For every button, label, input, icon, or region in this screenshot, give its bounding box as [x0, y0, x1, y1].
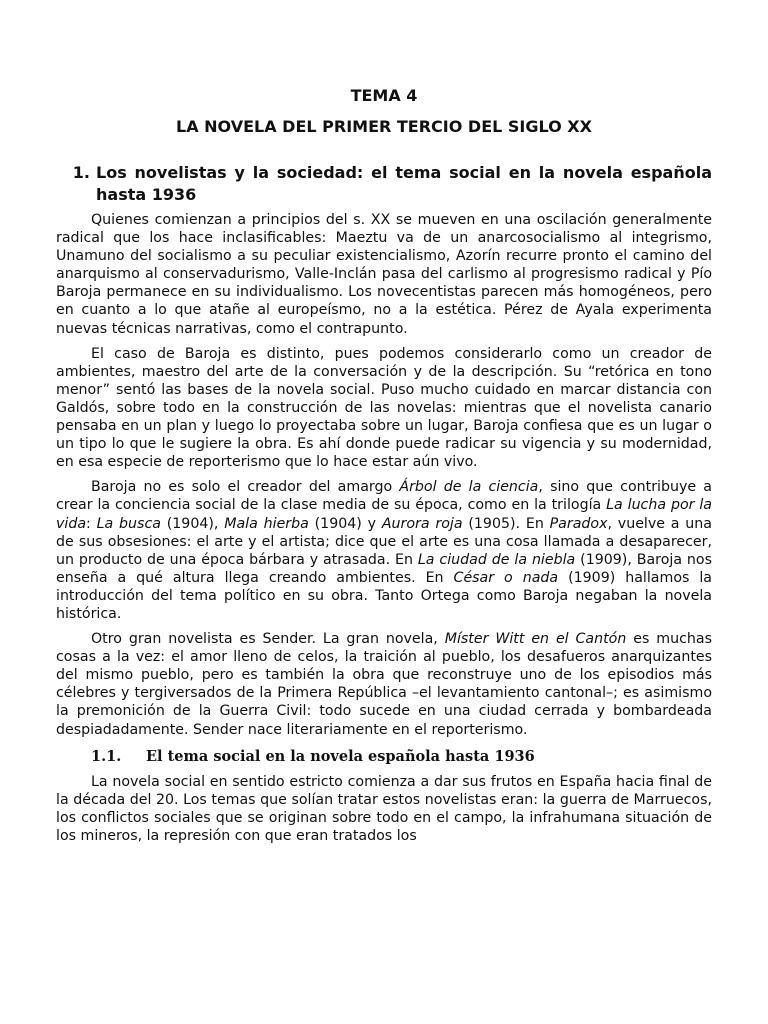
text-run: Otro gran novelista es Sender. La gran novela, [91, 631, 445, 648]
paragraph-2: El caso de Baroja es distinto, pues podemos considerarlo como un creador de ambientes, maestro del arte de la conversación y de la descripción. Su “retórica en tono menor” sentó las bases de la novela social. Puso mucho cuidado en marcar distancia con Galdós, sobre todo en la construcción de las novelas: mientras que el novelista canario pensaba en un plan y luego lo proyectaba sobre un lugar, Baroja confiesa que es un lugar o un tipo lo que le sugiere la obra. Es ahí donde puede radicar su vigencia y su modernidad, en esa especie de reporterismo que lo hace estar aún vivo. [56, 345, 712, 471]
text-run: (1904) y [308, 515, 382, 532]
text-run: Baroja no es solo el creador del amargo [91, 479, 400, 496]
document-title: LA NOVELA DEL PRIMER TERCIO DEL SIGLO XX [176, 117, 592, 136]
book-title: Míster Witt en el Cantón [444, 631, 627, 648]
section-heading [56, 162, 712, 206]
text-run: , vuelve a una de sus obsesiones: el arte y el artista; dice que el arte es una cosa llamada a desaparecer, un producto de una época bárbara y atrasada. En [56, 515, 712, 568]
text-run: (1909), Baroja nos enseña a qué altura llega creando ambientes. En [56, 551, 712, 586]
paragraph-1: Quienes comienzan a principios del s. XX se mueven en una oscilación generalmente radical que los hace inclasificables: Maeztu va de un anarcosocialismo al integrismo, Unamuno del socialismo a su peculiar existencialismo, Azorín recurre pronto el camino del anarquismo al conservadurismo, Valle-Inclán pasa del carlismo al progresismo radical y Pío Baroja permanece en su individualismo. Los novecentistas parecen más homogéneos, pero en cuanto a lo que atañe al europeísmo, no a la estética. Pérez de Ayala experimenta nuevas técnicas narrativas, como el contrapunto. [56, 212, 712, 337]
paragraph-3 [56, 478, 712, 623]
book-title: César o nada [453, 569, 559, 586]
text-run: : [86, 515, 97, 532]
book-title: Aurora roja [381, 515, 463, 532]
subsection-number: 1.1. [91, 747, 122, 765]
section-number: 1. [72, 163, 90, 182]
text-run: es muchas cosas a la vez: el amor lleno de celos, la traición al pueblo, los desafueros anarquizantes del mismo pueblo, pero es también la obra que reconstruye uno de los episodios más célebres y tergiversados de la Primera República –el levantamiento cantonal–; es asimismo la premonición de la Guerra Civil: todo sucede en una ciudad cerrada y bombardeada despiadadamente. Sender nace literariamente en el reporterismo. [56, 631, 712, 738]
book-title: Mala hierba [224, 515, 309, 532]
subsection-heading [56, 747, 712, 767]
text-run: (1905). En [462, 515, 550, 532]
tema-label: TEMA 4 [350, 86, 418, 105]
document-page [56, 84, 712, 852]
text-run: , sino que contribuye a crear la conciencia social de la clase media de su época, como en la trilogía [56, 479, 712, 514]
book-title: La lucha por la vida [56, 497, 712, 532]
text-run: (1904), [160, 515, 225, 532]
book-title: La ciudad de la niebla [417, 551, 576, 568]
text-run: (1909) hallamos la introducción del tema político en su obra. Tanto Ortega como Baroja negaban la novela histórica. [56, 569, 713, 622]
subsection-title: El tema social en la novela española hasta 1936 [146, 747, 535, 765]
book-title: Paradox [549, 515, 608, 532]
paragraph-4 [56, 630, 712, 739]
section-title: Los novelistas y la sociedad: el tema social en la novela española hasta 1936 [96, 163, 712, 204]
book-title: Árbol de la ciencia [399, 479, 539, 496]
book-title: La busca [96, 515, 161, 532]
paragraph-5: La novela social en sentido estricto comienza a dar sus frutos en España hacia final de la década del 20. Los temas que solían tratar estos novelistas eran: la guerra de Marruecos, los conflictos sociales que se originan sobre todo en el campo, la infrahumana situación de los mineros, la represión con que eran tratados los [56, 773, 712, 844]
